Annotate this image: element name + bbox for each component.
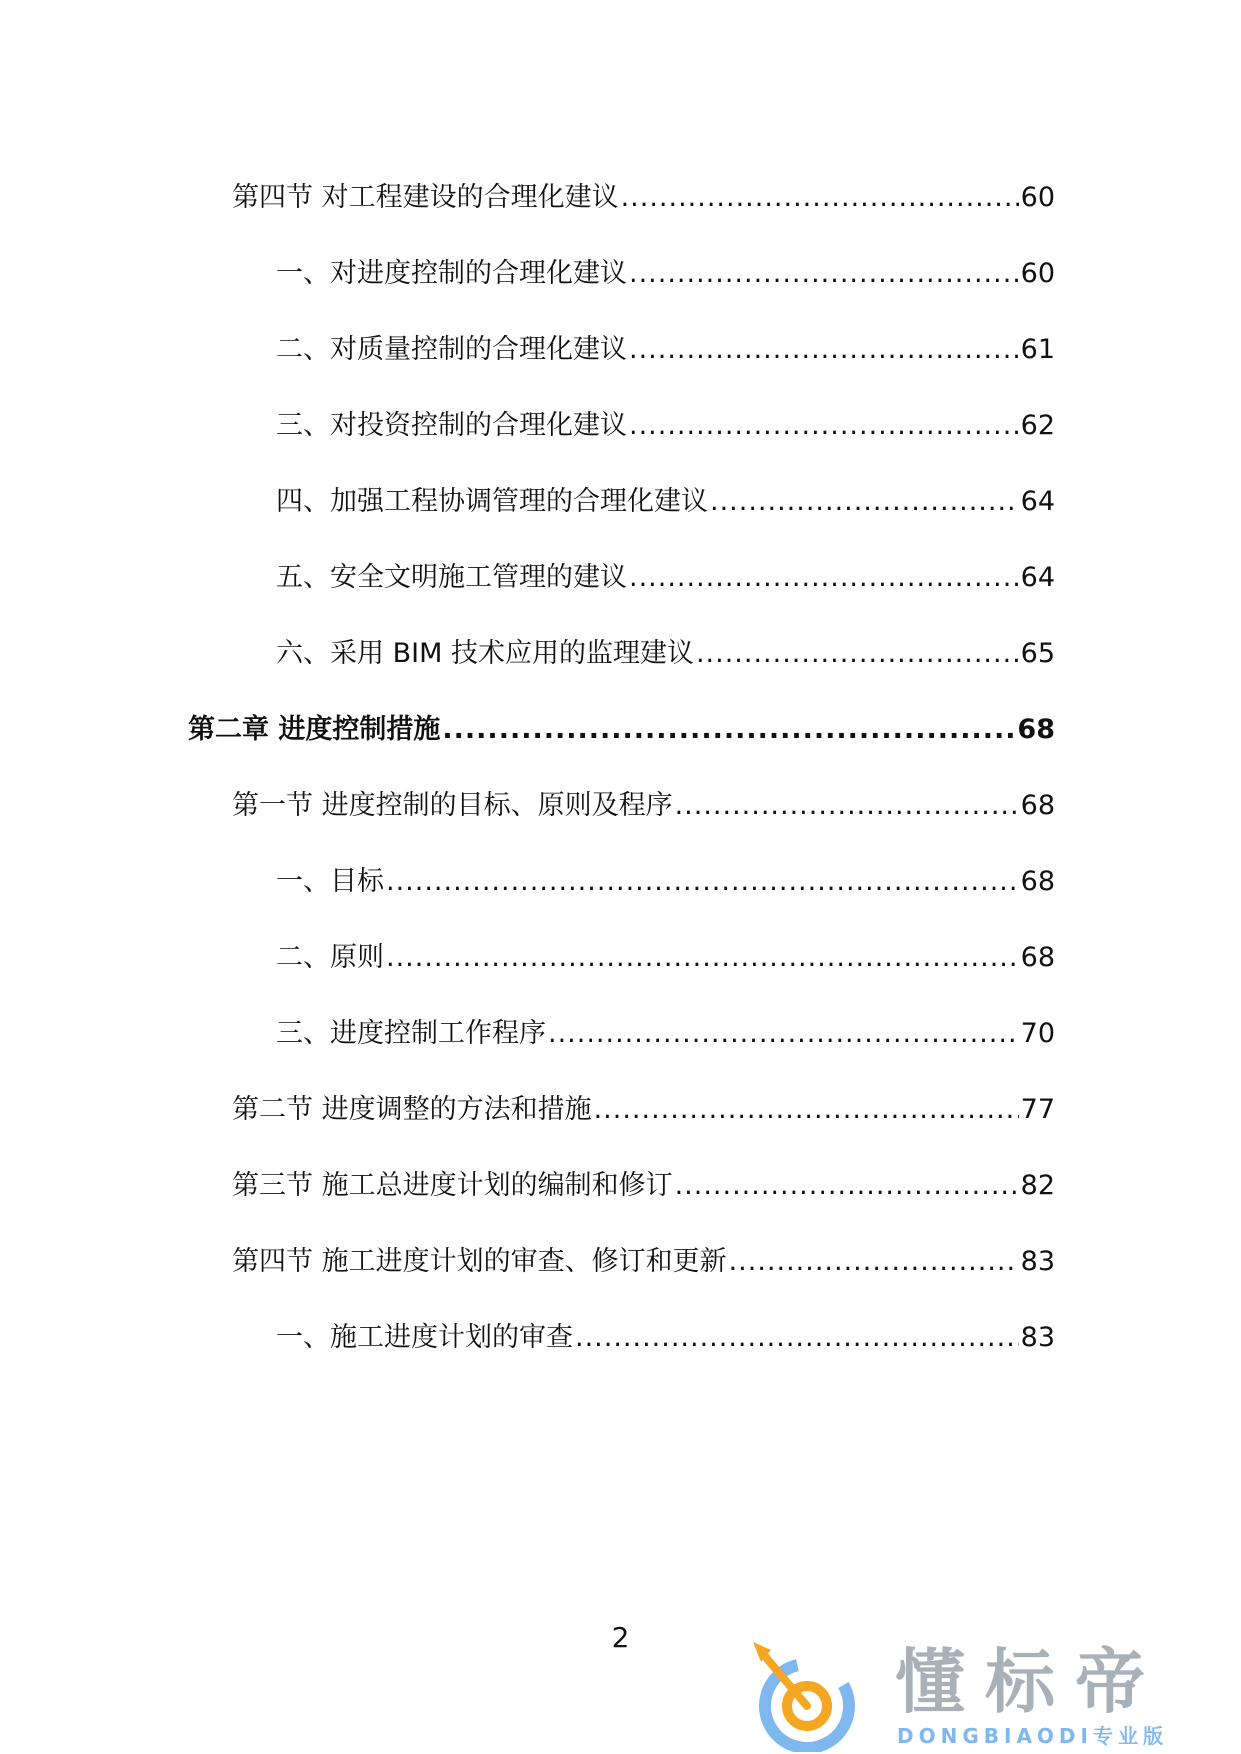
- toc-entry-title: 六、采用 BIM 技术应用的监理建议: [276, 638, 694, 669]
- toc-entry[interactable]: [232, 180, 1055, 216]
- watermark-subtitle: DONGBIAODI专业版: [897, 1724, 1168, 1748]
- toc-leader-dots: [548, 1016, 1019, 1052]
- toc-entry-page: 68: [1020, 790, 1055, 821]
- toc-entry-title: 四、加强工程协调管理的合理化建议: [276, 486, 708, 517]
- toc-entry-title: 一、目标: [276, 866, 384, 897]
- toc-entry-title: 第三节 施工总进度计划的编制和修订: [232, 1170, 673, 1201]
- toc-entry-title: 第二节 进度调整的方法和措施: [232, 1094, 592, 1125]
- toc-entry-page: 68: [1017, 714, 1055, 745]
- toc-leader-dots: [629, 560, 1019, 596]
- toc-leader-dots: [675, 1168, 1019, 1204]
- toc-entry-title: 二、对质量控制的合理化建议: [276, 334, 627, 365]
- toc-entry-title: 第四节 对工程建设的合理化建议: [232, 182, 619, 213]
- toc-leader-dots: [629, 332, 1019, 368]
- toc-entry[interactable]: [232, 1092, 1055, 1128]
- toc-entry-title: 第四节 施工进度计划的审查、修订和更新: [232, 1246, 727, 1277]
- toc-entry-title: 二、原则: [276, 942, 384, 973]
- toc-entry[interactable]: [276, 864, 1055, 900]
- toc-entry[interactable]: [276, 1320, 1055, 1356]
- toc-entry-page: 83: [1020, 1246, 1055, 1277]
- toc-entry[interactable]: [232, 1244, 1055, 1280]
- target-logo-icon: [745, 1640, 870, 1752]
- toc-entry-page: 64: [1020, 486, 1055, 517]
- toc-leader-dots: [575, 1320, 1019, 1356]
- toc-leader-dots: [729, 1244, 1019, 1280]
- toc-leader-dots: [621, 180, 1019, 216]
- toc-entry-page: 77: [1020, 1094, 1055, 1125]
- toc-entry[interactable]: [276, 332, 1055, 368]
- toc-entry-title: 一、施工进度计划的审查: [276, 1322, 573, 1353]
- toc-leader-dots: [386, 864, 1019, 900]
- toc-leader-dots: [629, 256, 1019, 292]
- toc-leader-dots: [696, 636, 1019, 672]
- toc-leader-dots: [594, 1092, 1019, 1128]
- toc-leader-dots: [386, 940, 1019, 976]
- toc-entry-page: 68: [1020, 866, 1055, 897]
- toc-entry-title: 三、进度控制工作程序: [276, 1018, 546, 1049]
- page-number: 2: [611, 1621, 630, 1654]
- toc-entry[interactable]: [276, 560, 1055, 596]
- toc-entry-title: 三、对投资控制的合理化建议: [276, 410, 627, 441]
- toc-entry[interactable]: [276, 636, 1055, 672]
- toc-entry[interactable]: [276, 256, 1055, 292]
- toc-entry-page: 82: [1020, 1170, 1055, 1201]
- toc-entry-title: 一、对进度控制的合理化建议: [276, 258, 627, 289]
- toc-entry-title: 第二章 进度控制措施: [188, 714, 441, 745]
- toc-entry[interactable]: [276, 484, 1055, 520]
- toc-entry[interactable]: [232, 1168, 1055, 1204]
- toc-entry-title: 五、安全文明施工管理的建议: [276, 562, 627, 593]
- toc-entry-page: 64: [1020, 562, 1055, 593]
- toc-entry-page: 65: [1020, 638, 1055, 669]
- toc-entry-title: 第一节 进度控制的目标、原则及程序: [232, 790, 673, 821]
- toc-entry[interactable]: [276, 1016, 1055, 1052]
- toc-chapter-entry[interactable]: [188, 712, 1055, 748]
- toc-entry-page: 83: [1020, 1322, 1055, 1353]
- watermark-brand-text: 懂标帝: [895, 1641, 1165, 1723]
- toc-entry[interactable]: [232, 788, 1055, 824]
- toc-entry-page: 61: [1020, 334, 1055, 365]
- toc-entry-page: 60: [1020, 258, 1055, 289]
- toc-leader-dots: [710, 484, 1019, 520]
- toc-entry-page: 62: [1020, 410, 1055, 441]
- brand-watermark: [745, 1640, 1225, 1750]
- toc-entry-page: 70: [1020, 1018, 1055, 1049]
- toc-entry-page: 68: [1020, 942, 1055, 973]
- toc-entry[interactable]: [276, 940, 1055, 976]
- toc-entry-page: 60: [1020, 182, 1055, 213]
- toc-leader-dots: [442, 712, 1015, 748]
- toc-leader-dots: [675, 788, 1019, 824]
- toc-leader-dots: [629, 408, 1019, 444]
- toc-entry[interactable]: [276, 408, 1055, 444]
